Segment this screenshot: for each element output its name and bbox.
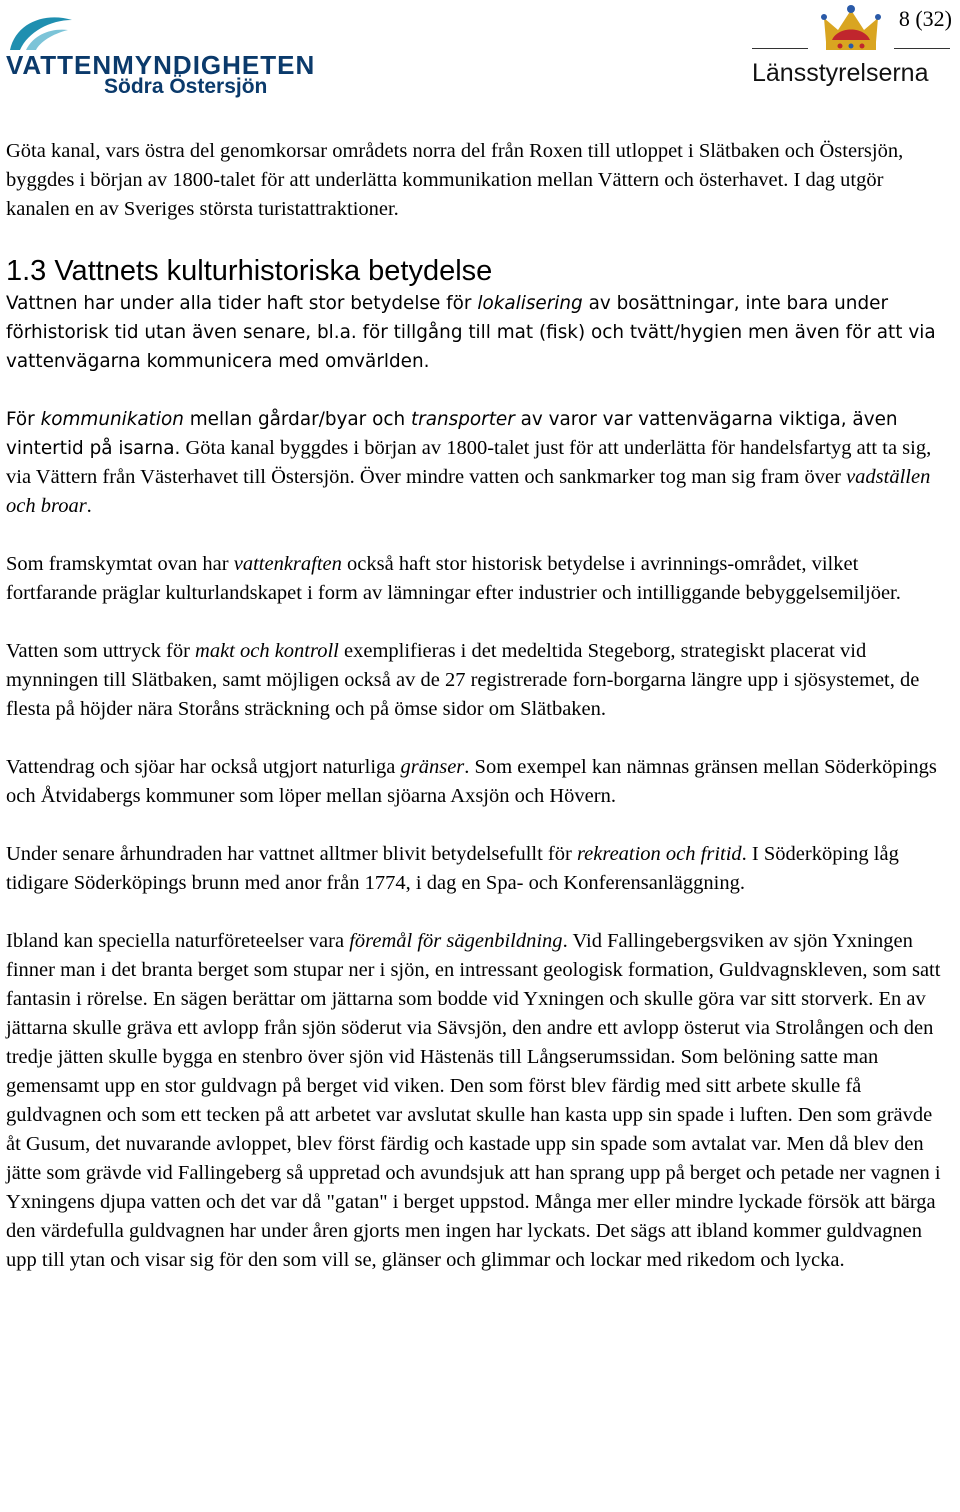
section-heading: 1.3 Vattnets kulturhistoriska betydelse [6,255,493,287]
document-body [6,137,952,1304]
sodra-ostersjon-logo-text: Södra Östersjön [104,75,268,98]
page-header [0,0,960,120]
paragraph-makt-och-kontroll: Vatten som uttryck för makt och kontroll exemplifieras i det medeltida Stegeborg, strategiskt placerat vid mynningen till Slätbaken, samt möjligen också av de 27 registrerade forn-borgarna längre upp i sjösystemet, de flesta på höjder nära Storåns sträckning och på ömse sidor om Slätbaken. [6,640,920,720]
paragraph-lokalisering: Vattnen har under alla tider haft stor betydelse för lokalisering av bosättningar, inte bara under förhistorisk tid utan även senare, bl.a. för tillgång till mat (fisk) och tvätt/hygien men även för att via vattenvägarna kommunicera med omvärlden. [6,293,936,372]
crown-icon [818,4,884,54]
page-number: 8 (32) [898,6,952,31]
paragraph-vattenkraften: Som framskymtat ovan har vattenkraften också haft stor historisk betydelse i avrinnings-området, vilket fortfarande präglar kulturlandskapet i form av lämningar efter industrier och intilliggande bebyggelsemiljöer. [6,553,901,604]
paragraph-granser: Vattendrag och sjöar har också utgjort naturliga gränser. Som exempel kan nämnas gränsen mellan Söderköpings och Åtvidabergs kommuner som löper mellan sjöarna Axsjön och Hövern. [6,756,937,807]
paragraph-sagenbildning: Ibland kan speciella naturföreteelser vara föremål för sägenbildning. Vid Fallingebergsviken av sjön Yxningen finner man i det branta berget som stupar ner i sjön, en intressant geologisk formation, Guldvagnskleven, som satt fantasin i rörelse. En sägen berättar om jättarna som bodde vid Yxningen och skulle göra var sitt storverk. En av jättarna skulle gräva ett avlopp från sjön söderut via Sävsjön, den andre ett avlopp österut via Strolången och den tredje jätten skulle bygga en stenbro över sjön vid Hästenäs till Långserumssidan. Som belöning satte man gemensamt upp en stor guldvagn på berget vid viken. Den som först blev färdig med sitt arbete skulle få guldvagnen och som ett tecken på att arbetet var avslutat skulle han kasta upp sin spade i luften. Den som grävde åt Gusum, det nuvarande avloppet, blev först färdig och kastade upp sin spade som avtalat var. Men då blev den jätte som grävde vid Fallingeberg så uppretad och avundsjuk att han sprang upp på berget och petade ner vagnen i Yxningens djupa vatten och det var då "gatan" i berget uppstod. Många mer eller mindre lyckade försök att bärga den värdefulla guldvagnen har under åren gjorts men ingen har lyckats. Det sägs att ibland kommer guldvagnen upp till ytan och visar sig för den som vill se, glänser och glimmar och lockar med rikedom och lycka. [6,930,941,1271]
water-drop-logo-icon [6,12,78,54]
logo-rule-right [894,48,950,49]
intro-paragraph: Göta kanal, vars östra del genomkorsar områdets norra del från Roxen till utloppet i Slätbaken och Östersjön, byggdes i början av 1800-talet för att underlätta kommunikation mellan Vättern och österhavet. I dag utgör kanalen en av Sveriges största turistattraktioner. [6,140,904,220]
logo-rule-left [752,48,808,49]
paragraph-kommunikation: För kommunikation mellan gårdar/byar och transporter av varor var vattenvägarna viktiga, även vintertid på isarna. Göta kanal byggdes i början av 1800-talet just för att underlätta för handelsfartyg att ta sig, via Vättern från Västerhavet till Östersjön. Över mindre vatten och sankmarker tog man sig fram över vadställen och broar. [6,409,932,517]
paragraph-rekreation: Under senare århundraden har vattnet alltmer blivit betydelsefullt för rekreation och fritid. I Söderköping låg tidigare Söderköpings brunn med anor från 1774, i dag en Spa- och Konferensanläggning. [6,843,899,894]
vattenmyndigheten-logo-text: VATTENMYNDIGHETEN [6,50,316,80]
lansstyrelserna-logo-text: Länsstyrelserna [752,59,929,87]
